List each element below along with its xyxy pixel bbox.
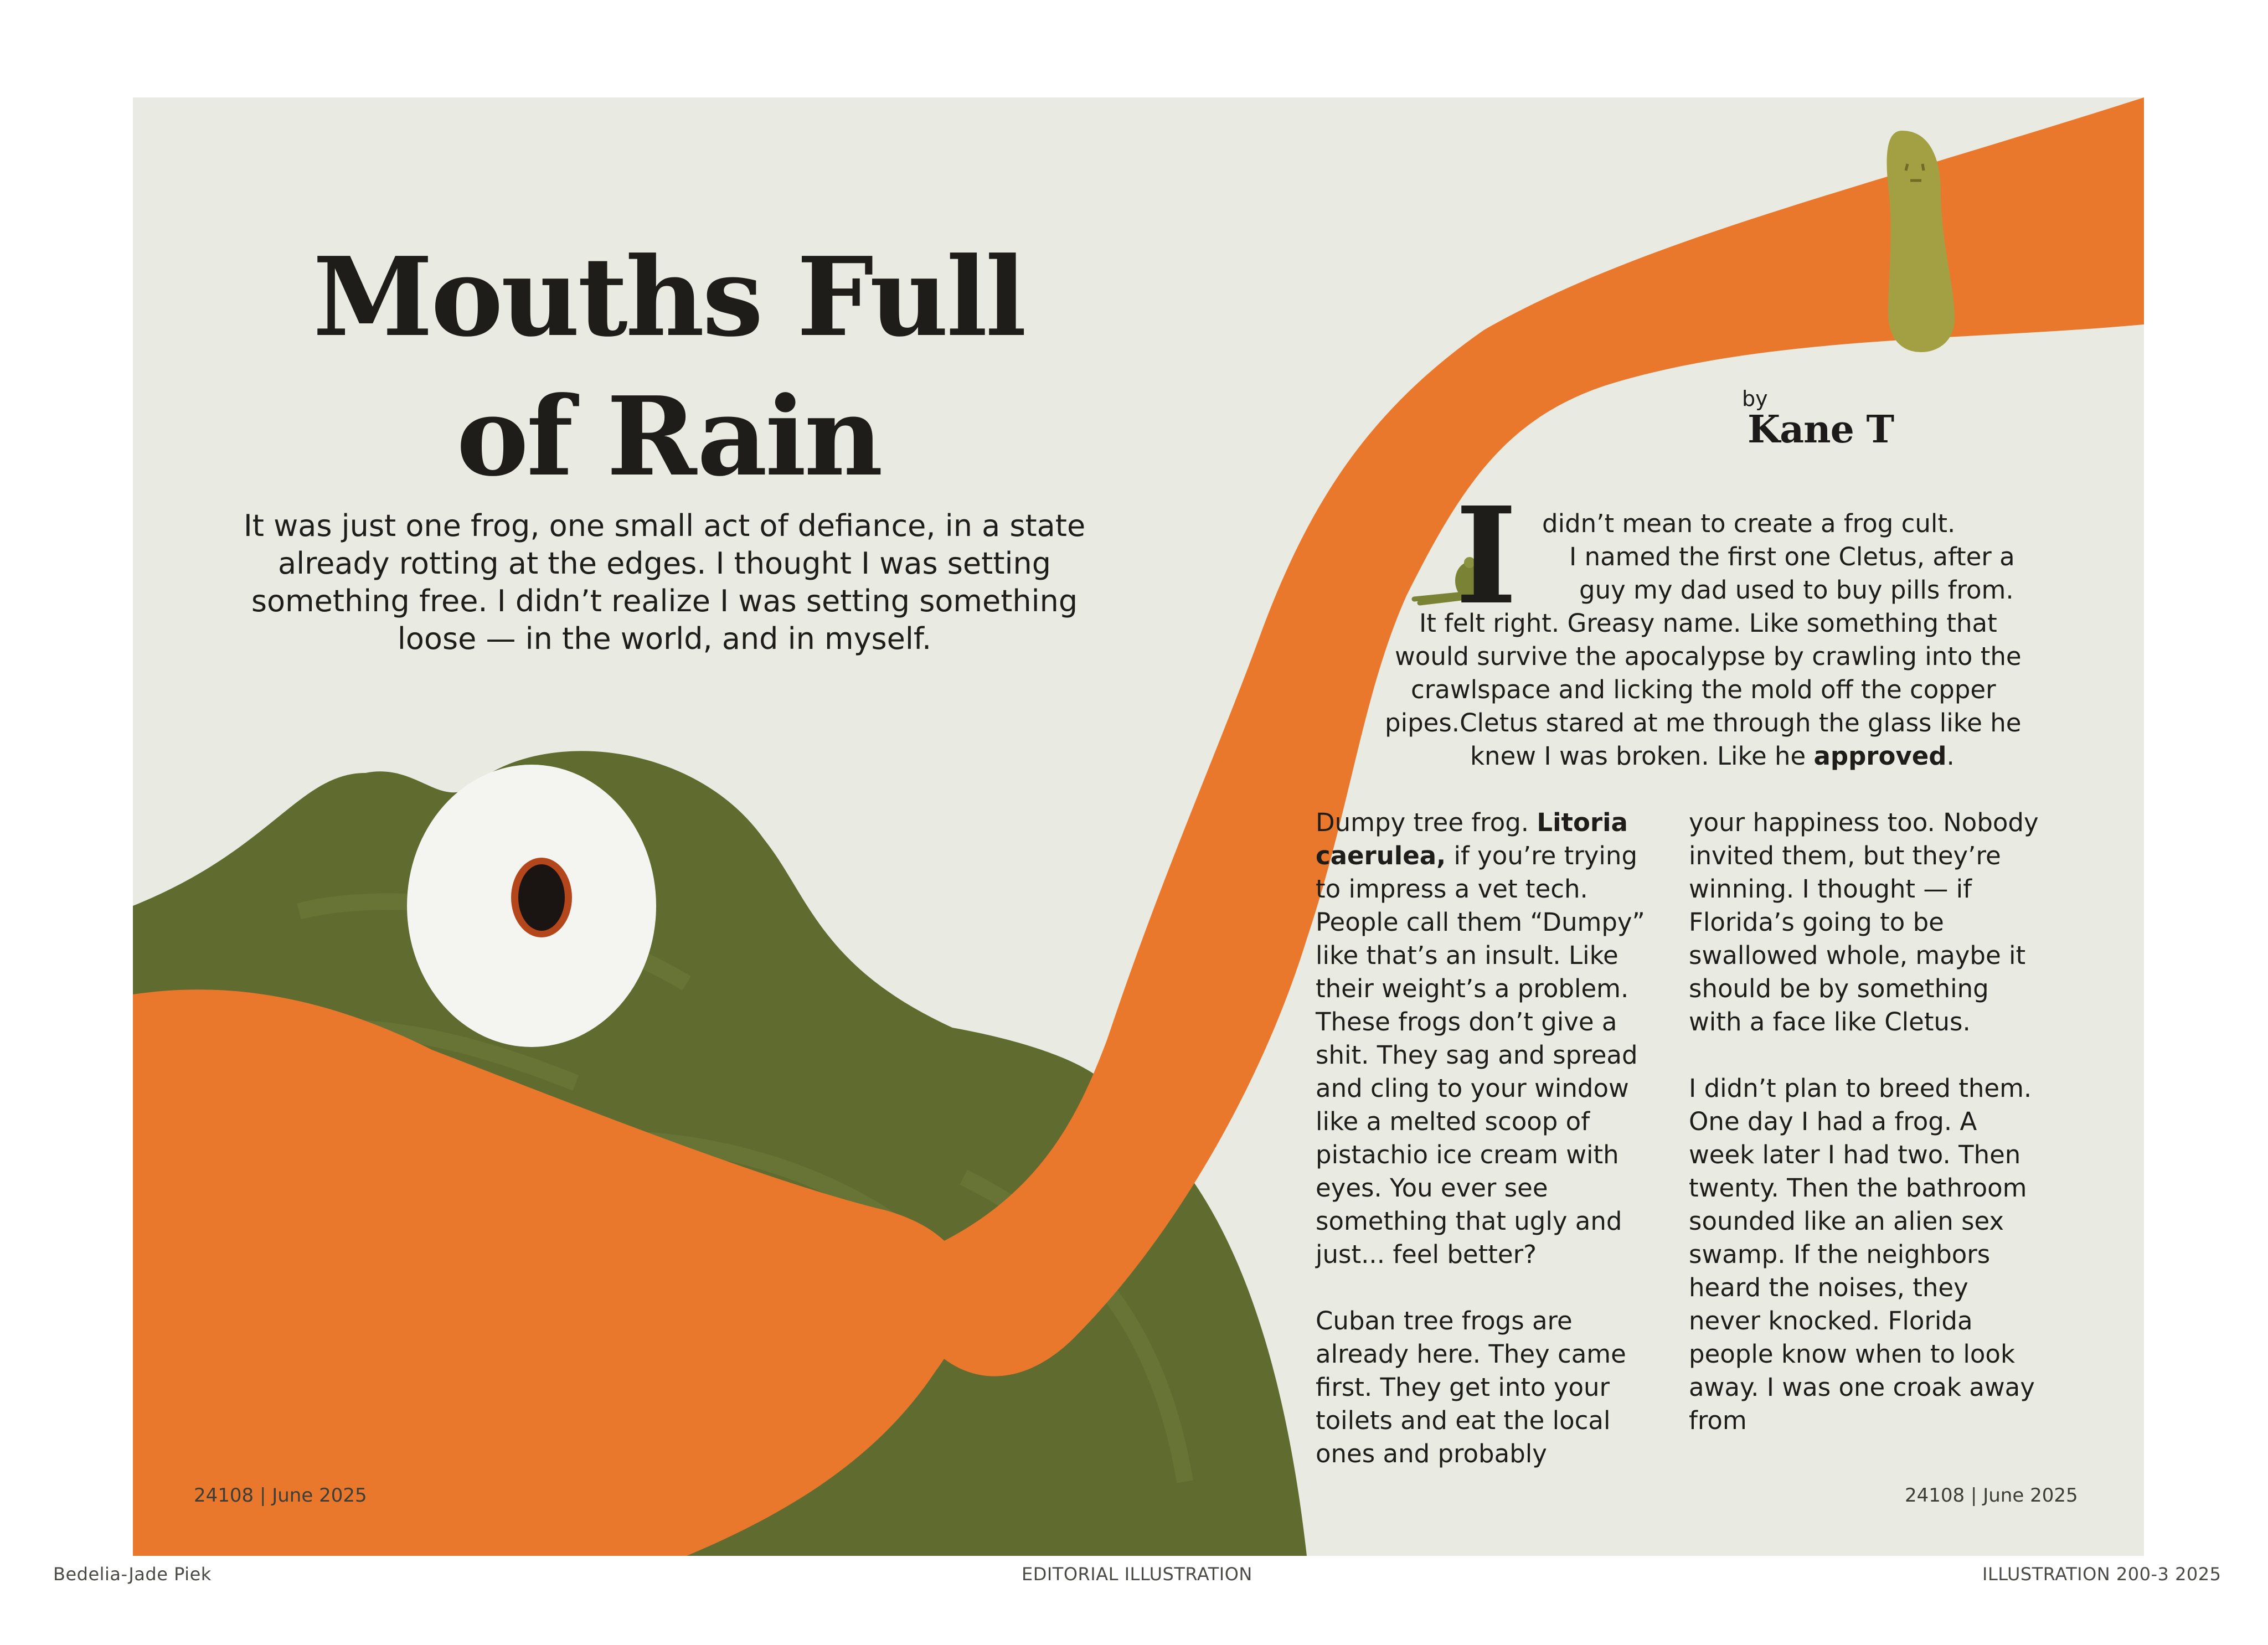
article-deck: It was just one frog, one small act of defiance, in a state already rotting at the edges. I thought I was setting something free. I didn’t realize I was setting something loose — in the world, and in myself.	[243, 508, 1086, 656]
title-line-2: of Rain	[456, 373, 881, 501]
drop-cap: I	[1455, 478, 1518, 634]
footer-course: ILLUSTRATION 200-3 2025	[1982, 1564, 2221, 1585]
intro-line-5: would survive the apocalypse by crawling into the	[1395, 642, 2022, 671]
title-line-1: Mouths Full	[313, 234, 1024, 361]
article-title	[307, 228, 1030, 507]
footer-category: EDITORIAL ILLUSTRATION	[1022, 1564, 1252, 1585]
intro-line-8: knew I was broken. Like he approved.	[1470, 741, 1955, 771]
frog-pupil	[518, 864, 565, 931]
column-left	[1316, 806, 1670, 1504]
column-right-paragraph-2: I didn’t plan to breed them. One day I had a frog. A week later I had two. Then twenty. Then the bathroom sounded like an alien sex swamp. If the neighbors heard the noises, they never knocked. Florida people know when to look away. I was one croak away from	[1689, 1074, 2035, 1435]
folio-left: 24108 | June 2025	[194, 1484, 367, 1507]
column-left-paragraph-1: Dumpy tree frog. Litoria caerulea, if you’re trying to impress a vet tech. People call them “Dumpy” like that’s an insult. Like their weight’s a problem. These frogs don’t give a shit. They sag and spread and cling to your window like a melted scoop of pistachio ice cream with eyes. You ever see something that ugly and just... feel better?	[1316, 808, 1645, 1269]
intro-line-1: didn’t mean to create a frog cult.	[1542, 509, 1956, 538]
author-name: Kane T	[1748, 408, 1894, 452]
magazine-spread	[133, 97, 2144, 1556]
approved-emphasis: approved	[1813, 741, 1947, 771]
column-left-paragraph-2: Cuban tree frogs are already here. They came first. They get into your toilets and eat the local ones and probably	[1316, 1306, 1626, 1468]
species-name: Litoria caerulea,	[1316, 808, 1628, 870]
intro-line-4: It felt right. Greasy name. Like something that	[1419, 609, 1997, 638]
intro-line-3: guy my dad used to buy pills from.	[1579, 575, 2014, 605]
column-right	[1689, 806, 2043, 1471]
column-right-paragraph-1: your happiness too. Nobody invited them, but they’re winning. I thought — if Florida’s going to be swallowed whole, maybe it should be by something with a face like Cletus.	[1689, 808, 2039, 1036]
intro-line-6: crawlspace and licking the mold off the copper	[1411, 675, 1996, 704]
footer-credit: Bedelia-Jade Piek	[53, 1564, 212, 1585]
intro-line-7: pipes.Cletus stared at me through the glass like he	[1385, 708, 2022, 738]
byline-prefix: by	[1742, 386, 1768, 411]
intro-line-2: I named the first one Cletus, after a	[1569, 542, 2015, 571]
folio-right: 24108 | June 2025	[1905, 1484, 2078, 1507]
